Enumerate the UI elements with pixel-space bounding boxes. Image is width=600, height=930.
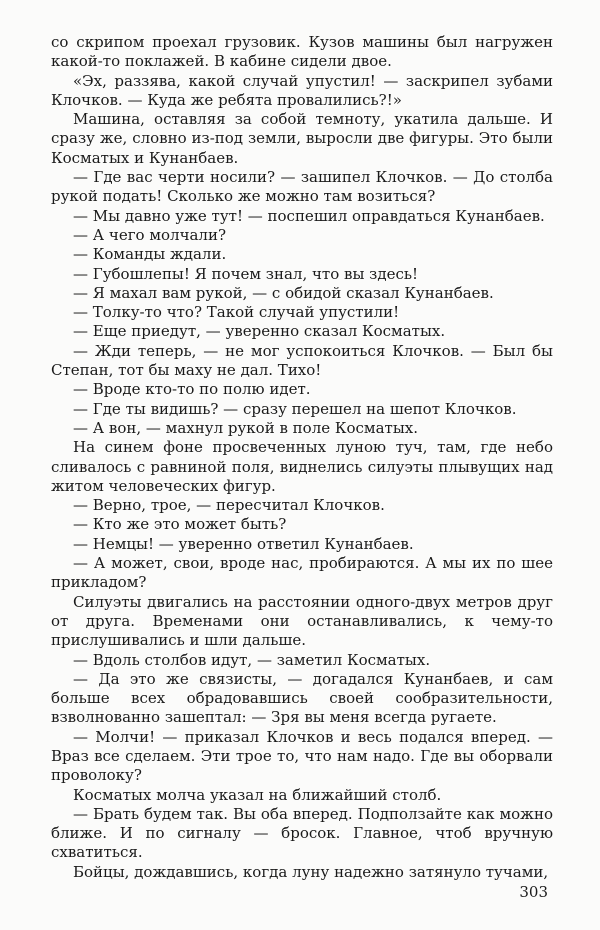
paragraph: — Вдоль столбов идут, — заметил Косматых. xyxy=(73,650,431,669)
paragraph: — Еще приедут, — уверенно сказал Косматых. xyxy=(73,322,446,341)
paragraph: — Мы давно уже тут! — поспешил оправдаться Кунанбаев. xyxy=(73,206,545,225)
paragraph: — Верно, трое, — пересчитал Клочков. xyxy=(73,496,385,515)
paragraph: — Да это же связисты, — догадался Кунанбаев, и сам больше всех обрадовавшись своей сообразительности, взволнованно зашептал: — Зря вы меня всегда ругаете. xyxy=(51,669,553,727)
paragraph: — Команды ждали. xyxy=(73,245,227,264)
paragraph: — А чего молчали? xyxy=(73,225,227,244)
paragraph: Бойцы, дождавшись, когда луну надежно затянуло тучами, xyxy=(73,862,549,881)
page-number: 303 xyxy=(519,883,548,901)
paragraph: — Вроде кто-то по полю идет. xyxy=(73,380,311,399)
paragraph: — Губошлепы! Я почем знал, что вы здесь! xyxy=(73,264,419,283)
paragraph: — Кто же это может быть? xyxy=(73,515,287,534)
paragraph: — Брать будем так. Вы оба вперед. Подползайте как можно ближе. И по сигналу — бросок. Главное, чтоб вручную схватиться. xyxy=(51,804,553,862)
paragraph: Машина, оставляя за собой темноту, укатила дальше. И сразу же, словно из-под земли, выросли две фигуры. Это были Косматых и Кунанбаев. xyxy=(51,110,553,167)
paragraph: — Где вас черти носили? — зашипел Клочков. — До столба рукой подать! Сколько же можно там возиться? xyxy=(51,168,553,206)
paragraph: «Эх, раззява, какой случай упустил! — заскрипел зубами Клочков. — Куда же ребята провалились?!» xyxy=(51,71,553,109)
paragraph: На синем фоне просвеченных луною туч, там, где небо сливалось с равниной поля, виднелись силуэты плывущих над житом человеческих фигур. xyxy=(51,438,553,495)
paragraph: — Я махал вам рукой, — с обидой сказал Кунанбаев. xyxy=(73,283,494,302)
paragraph: — А вон, — махнул рукой в поле Косматых. xyxy=(73,418,418,437)
paragraph: Косматых молча указал на ближайший столб. xyxy=(73,785,442,804)
paragraph: со скрипом проехал грузовик. Кузов машины был нагружен какой-то поклажей. В кабине сидели двое. xyxy=(51,33,553,71)
paragraph: — Где ты видишь? — сразу перешел на шепот Клочков. xyxy=(73,399,517,418)
paragraph: — Толку-то что? Такой случай упустили! xyxy=(73,303,400,322)
body-text xyxy=(51,33,553,882)
paragraph: — А может, свои, вроде нас, пробираются. А мы их по шее прикладом? xyxy=(51,554,553,592)
paragraph: — Молчи! — приказал Клочков и весь подался вперед. — Враз все сделаем. Эти трое то, что нам надо. Где вы оборвали проволоку? xyxy=(51,727,553,785)
paragraph: — Жди теперь, — не мог успокоиться Клочков. — Был бы Степан, тот бы маху не дал. Тихо! xyxy=(51,341,553,380)
paragraph: — Немцы! — уверенно ответил Кунанбаев. xyxy=(73,534,414,553)
paragraph: Силуэты двигались на расстоянии одного-двух метров друг от друга. Временами они останавливались, к чему-то прислушивались и шли дальше. xyxy=(51,592,553,650)
